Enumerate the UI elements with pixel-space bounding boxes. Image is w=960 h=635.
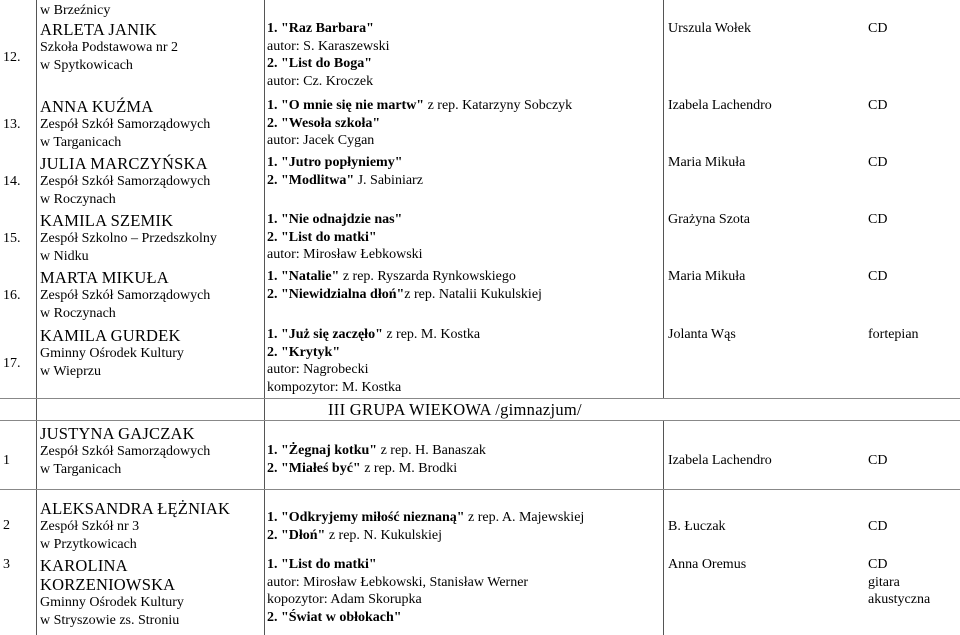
- school-line: Zespół Szkół Samorządowych: [40, 444, 211, 459]
- participant-cell: [40, 154, 262, 208]
- song-title: 2. "Modlitwa": [267, 172, 355, 188]
- song-credit: z rep. H. Banaszak: [377, 443, 486, 458]
- participant-cell: [40, 97, 262, 151]
- school-line: w Spytkowicach: [40, 57, 133, 73]
- repertoire-line: [267, 38, 659, 56]
- teacher-name: Grażyna Szota: [668, 212, 751, 227]
- repertoire-line: [267, 591, 659, 609]
- school-line: w Przytkowicach: [40, 536, 137, 552]
- song-title: 2. "Krytyk": [267, 344, 341, 360]
- repertoire-cell: [267, 97, 659, 150]
- row-number: 1: [3, 453, 10, 468]
- school-line: Gminny Ośrodek Kultury: [40, 595, 184, 610]
- school-line: Zespół Szkół Samorządowych: [40, 174, 211, 189]
- repertoire-line: [267, 55, 659, 73]
- song-credit: autor: Cz. Kroczek: [267, 73, 374, 89]
- accompaniment-text: gitara: [868, 574, 900, 590]
- row-number: 16.: [3, 288, 21, 303]
- song-title: 1. "Już się zaczęło": [267, 327, 383, 342]
- repertoire-line: [267, 115, 659, 133]
- row-number: 3: [3, 557, 10, 572]
- row-number: 15.: [3, 231, 21, 246]
- repertoire-line: [267, 574, 659, 592]
- participant-name: JUSTYNA GAJCZAK: [40, 424, 195, 443]
- school-line: Zespół Szkół Samorządowych: [40, 117, 211, 132]
- school-line: Zespół Szkół Samorządowych: [40, 288, 211, 303]
- song-title: 1. "Raz Barbara": [267, 21, 374, 36]
- repertoire-line: [267, 172, 659, 190]
- repertoire-cell: [267, 509, 659, 544]
- repertoire-cell: [267, 20, 659, 90]
- school-line: w Roczynach: [40, 191, 116, 207]
- teacher-name: Izabela Lachendro: [668, 453, 772, 468]
- song-credit: z rep. Katarzyny Sobczyk: [424, 98, 573, 113]
- participant-cell: [40, 20, 262, 74]
- participant-name: ARLETA JANIK: [40, 20, 158, 39]
- row-number: 14.: [3, 174, 21, 189]
- accompaniment-cell: [868, 452, 958, 470]
- school-line: w Targanicach: [40, 461, 122, 477]
- participant-cell: [40, 556, 262, 629]
- song-title: 2. "Wesoła szkoła": [267, 115, 381, 131]
- accompaniment-text: akustyczna: [868, 592, 931, 607]
- teacher-name: B. Łuczak: [668, 519, 726, 534]
- repertoire-cell: [267, 556, 659, 626]
- repertoire-cell: [267, 442, 659, 477]
- accompaniment-text: CD: [868, 519, 888, 534]
- school-line: w Nidku: [40, 248, 89, 264]
- school-line: w Wieprzu: [40, 363, 101, 379]
- teacher-name: Urszula Wołek: [668, 21, 751, 36]
- repertoire-line: [267, 527, 659, 545]
- accompaniment-cell: [868, 326, 958, 344]
- song-title: 1. "Nie odnajdzie nas": [267, 212, 403, 227]
- school-line: Gminny Ośrodek Kultury: [40, 346, 184, 361]
- top-fragment: w Brzeźnicy: [40, 3, 111, 18]
- repertoire-line: [267, 460, 659, 478]
- song-credit: autor: Mirosław Łebkowski, Stanisław Werner: [267, 574, 529, 590]
- song-credit: z rep. N. Kukulskiej: [325, 527, 442, 543]
- row-number: 17.: [3, 356, 21, 371]
- participant-cell: [40, 499, 262, 553]
- group-header: III GRUPA WIEKOWA /gimnazjum/: [328, 400, 582, 419]
- accompaniment-text: CD: [868, 98, 888, 113]
- accompaniment-cell: [868, 268, 958, 286]
- repertoire-line: [267, 154, 659, 172]
- repertoire-line: [267, 268, 659, 286]
- row-number: 12.: [3, 50, 21, 65]
- song-title: 2. "Świat w obłokach": [267, 609, 402, 625]
- accompaniment-text: CD: [868, 155, 888, 170]
- song-credit: z rep. M. Brodki: [360, 460, 458, 476]
- participant-name: ALEKSANDRA ŁĘŻNIAK: [40, 499, 231, 518]
- participant-name: KAMILA SZEMIK: [40, 211, 174, 230]
- teacher-name: Izabela Lachendro: [668, 98, 772, 113]
- song-title: 1. "Jutro popłyniemy": [267, 155, 403, 170]
- participant-cell: [40, 424, 262, 478]
- row-divider: [0, 420, 960, 421]
- song-title: 1. "List do matki": [267, 557, 377, 572]
- repertoire-line: [267, 556, 659, 574]
- repertoire-cell: [267, 154, 659, 189]
- accompaniment-text: fortepian: [868, 327, 919, 342]
- song-credit: autor: Mirosław Łebkowski: [267, 247, 423, 262]
- repertoire-line: [267, 442, 659, 460]
- participant-cell: [40, 326, 262, 380]
- song-title: 1. "Natalie": [267, 269, 340, 284]
- song-title: 2. "List do matki": [267, 229, 377, 245]
- repertoire-line: [267, 20, 659, 38]
- repertoire-cell: [267, 268, 659, 303]
- teacher-name: Maria Mikuła: [668, 155, 746, 170]
- column-divider: [264, 0, 265, 635]
- repertoire-line: [267, 286, 659, 304]
- participant-name: ANNA KUŹMA: [40, 97, 154, 116]
- repertoire-line: [267, 211, 659, 229]
- participant-name: JULIA MARCZYŃSKA: [40, 154, 208, 173]
- song-title: 2. "Niewidzialna dłoń": [267, 286, 405, 302]
- repertoire-line: [267, 609, 659, 627]
- accompaniment-text: CD: [868, 21, 888, 36]
- accompaniment-text: CD: [868, 269, 888, 284]
- row-number: 2: [3, 518, 10, 533]
- participant-name: KAROLINA KORZENIOWSKA: [40, 556, 176, 594]
- school-line: w Targanicach: [40, 134, 122, 150]
- school-line: w Roczynach: [40, 305, 116, 321]
- repertoire-cell: [267, 326, 659, 396]
- song-credit: autor: Nagrobecki: [267, 362, 369, 377]
- repertoire-line: [267, 73, 659, 91]
- row-divider: [0, 489, 960, 490]
- column-divider: [36, 0, 37, 635]
- accompaniment-text: CD: [868, 212, 888, 227]
- accompaniment-text: CD: [868, 453, 888, 468]
- column-divider: [663, 420, 664, 635]
- song-title: 2. "Dłoń": [267, 527, 326, 543]
- repertoire-line: [267, 246, 659, 264]
- song-title: 2. "Miałeś być": [267, 460, 361, 476]
- teacher-name: Anna Oremus: [668, 557, 747, 572]
- participant-name: MARTA MIKUŁA: [40, 268, 169, 287]
- repertoire-line: [267, 326, 659, 344]
- accompaniment-cell: [868, 556, 958, 609]
- song-credit: z rep. A. Majewskiej: [464, 510, 585, 525]
- school-line: Szkoła Podstawowa nr 2: [40, 40, 179, 55]
- song-credit: z rep. Natalii Kukulskiej: [404, 286, 542, 302]
- accompaniment-cell: [868, 211, 958, 229]
- repertoire-line: [267, 132, 659, 150]
- accompaniment-cell: [868, 154, 958, 172]
- repertoire-cell: [267, 211, 659, 264]
- accompaniment-cell: [868, 97, 958, 115]
- row-divider: [0, 398, 960, 399]
- song-credit: z rep. M. Kostka: [382, 327, 481, 342]
- participant-cell: [40, 268, 262, 322]
- column-divider: [663, 0, 664, 398]
- school-line: w Stryszowie zs. Stroniu: [40, 612, 180, 628]
- repertoire-line: [267, 97, 659, 115]
- song-credit: kopozytor: Adam Skorupka: [267, 592, 422, 607]
- song-credit: z rep. Ryszarda Rynkowskiego: [339, 269, 516, 284]
- song-title: 1. "Odkryjemy miłość nieznaną": [267, 510, 465, 525]
- song-credit: autor: S. Karaszewski: [267, 38, 390, 54]
- row-number: 13.: [3, 117, 21, 132]
- song-title: 1. "Żegnaj kotku": [267, 443, 378, 458]
- accompaniment-cell: [868, 518, 958, 536]
- teacher-name: Jolanta Wąs: [668, 327, 736, 342]
- participant-name: KAMILA GURDEK: [40, 326, 181, 345]
- repertoire-line: [267, 229, 659, 247]
- song-credit: J. Sabiniarz: [354, 172, 423, 188]
- accompaniment-text: CD: [868, 557, 888, 572]
- school-line: Zespół Szkół nr 3: [40, 519, 140, 534]
- accompaniment-cell: [868, 20, 958, 38]
- school-line: Zespół Szkolno – Przedszkolny: [40, 231, 217, 246]
- repertoire-line: [267, 361, 659, 379]
- repertoire-line: [267, 509, 659, 527]
- teacher-name: Maria Mikuła: [668, 269, 746, 284]
- participant-cell: [40, 211, 262, 265]
- song-title: 2. "List do Boga": [267, 56, 373, 71]
- song-credit: kompozytor: M. Kostka: [267, 379, 402, 395]
- repertoire-line: [267, 344, 659, 362]
- song-credit: autor: Jacek Cygan: [267, 133, 375, 148]
- song-title: 1. "O mnie się nie martw": [267, 98, 425, 113]
- repertoire-line: [267, 379, 659, 397]
